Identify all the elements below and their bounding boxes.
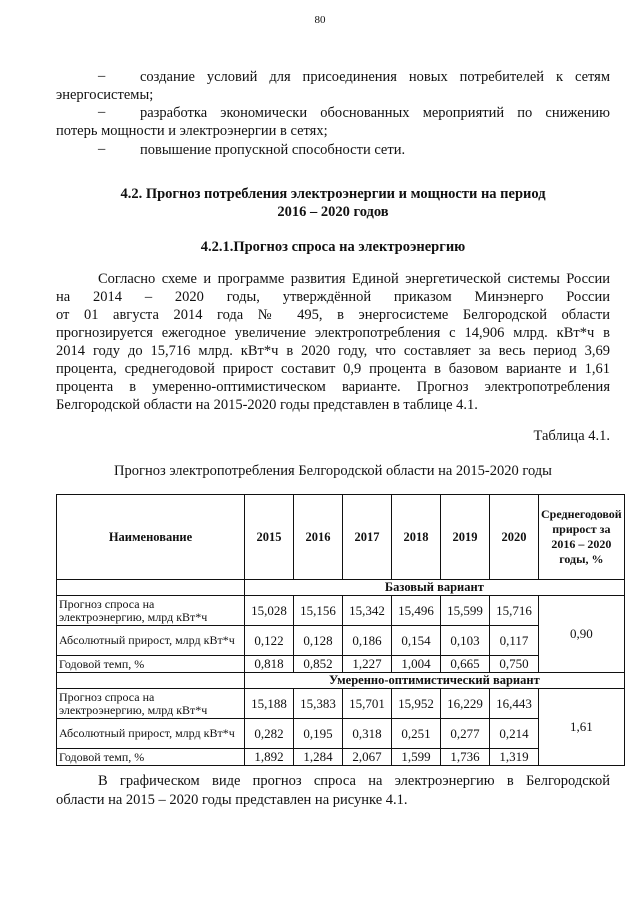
row-label: Абсолютный прирост, млрд кВт*ч bbox=[57, 719, 245, 749]
table-header-row bbox=[57, 495, 625, 580]
cell-value: 0,251 bbox=[392, 719, 441, 749]
variant-title: Умеренно-оптимистический вариант bbox=[245, 673, 625, 689]
cell-value: 2,067 bbox=[343, 749, 392, 766]
cell-value: 15,342 bbox=[343, 596, 392, 626]
paragraph-line: прогнозируется ежегодное увеличение электропотребления с 14,906 млрд. кВт*ч в bbox=[56, 325, 610, 341]
empty-cell bbox=[57, 673, 245, 689]
cell-value: 1,319 bbox=[490, 749, 539, 766]
cell-value: 1,004 bbox=[392, 656, 441, 673]
cell-value: 0,154 bbox=[392, 626, 441, 656]
cell-value: 15,188 bbox=[245, 689, 294, 719]
header-year: 2017 bbox=[343, 495, 392, 580]
bullet-text-continuation: потерь мощности и электроэнергии в сетях; bbox=[56, 123, 328, 139]
row-label: Абсолютный прирост, млрд кВт*ч bbox=[57, 626, 245, 656]
variant-row bbox=[57, 673, 625, 689]
cell-value: 0,852 bbox=[294, 656, 343, 673]
row-label: Прогноз спроса на электроэнергию, млрд кВт*ч bbox=[57, 596, 245, 626]
header-year: 2018 bbox=[392, 495, 441, 580]
avg-growth-value: 1,61 bbox=[539, 689, 625, 766]
cell-value: 1,227 bbox=[343, 656, 392, 673]
empty-cell bbox=[57, 580, 245, 596]
variant-row bbox=[57, 580, 625, 596]
header-name: Наименование bbox=[57, 495, 245, 580]
paragraph-line: процента, среднегодовой прирост составит 0,9 процента в базовом варианте и 1,61 bbox=[56, 361, 610, 377]
cell-value: 0,117 bbox=[490, 626, 539, 656]
cell-value: 15,496 bbox=[392, 596, 441, 626]
cell-value: 0,195 bbox=[294, 719, 343, 749]
cell-value: 15,952 bbox=[392, 689, 441, 719]
cell-value: 15,701 bbox=[343, 689, 392, 719]
section-heading-line2: 2016 – 2020 годов bbox=[277, 204, 389, 220]
paragraph-line: 2014 году до 15,716 млрд. кВт*ч в 2020 году, что составляет за весь период 3,69 bbox=[56, 343, 610, 359]
bullet-text: разработка экономически обоснованных мероприятий по снижению bbox=[140, 105, 610, 121]
table-row bbox=[57, 689, 625, 719]
bullet-dash: – bbox=[98, 68, 106, 84]
paragraph-line: на 2014 – 2020 годы, утверждённой приказом Минэнерго России bbox=[56, 289, 610, 305]
table-label: Таблица 4.1. bbox=[533, 428, 610, 444]
variant-title: Базовый вариант bbox=[245, 580, 625, 596]
cell-value: 0,818 bbox=[245, 656, 294, 673]
header-year: 2019 bbox=[441, 495, 490, 580]
cell-value: 0,214 bbox=[490, 719, 539, 749]
cell-value: 1,284 bbox=[294, 749, 343, 766]
cell-value: 16,229 bbox=[441, 689, 490, 719]
closing-line: области на 2015 – 2020 годы представлен на рисунке 4.1. bbox=[56, 792, 408, 808]
cell-value: 0,282 bbox=[245, 719, 294, 749]
cell-value: 0,750 bbox=[490, 656, 539, 673]
cell-value: 16,443 bbox=[490, 689, 539, 719]
header-year: 2015 bbox=[245, 495, 294, 580]
cell-value: 1,892 bbox=[245, 749, 294, 766]
row-label: Годовой темп, % bbox=[57, 656, 245, 673]
cell-value: 0,103 bbox=[441, 626, 490, 656]
cell-value: 15,716 bbox=[490, 596, 539, 626]
header-year: 2016 bbox=[294, 495, 343, 580]
header-year: 2020 bbox=[490, 495, 539, 580]
table-row bbox=[57, 596, 625, 626]
row-label: Прогноз спроса на электроэнергию, млрд кВт*ч bbox=[57, 689, 245, 719]
cell-value: 0,128 bbox=[294, 626, 343, 656]
page-number: 80 bbox=[314, 14, 326, 26]
paragraph-line: процента в умеренно-оптимистическом варианте. Прогноз электропотребления bbox=[56, 379, 610, 395]
cell-value: 15,599 bbox=[441, 596, 490, 626]
cell-value: 0,277 bbox=[441, 719, 490, 749]
header-avg-growth: Среднегодовой прирост за 2016 – 2020 годы, % bbox=[539, 495, 625, 580]
paragraph-line: Согласно схеме и программе развития Единой энергетической системы России bbox=[98, 271, 610, 287]
bullet-text: повышение пропускной способности сети. bbox=[140, 142, 406, 158]
subsection-heading: 4.2.1.Прогноз спроса на электроэнергию bbox=[200, 239, 466, 255]
cell-value: 0,665 bbox=[441, 656, 490, 673]
cell-value: 1,736 bbox=[441, 749, 490, 766]
cell-value: 0,318 bbox=[343, 719, 392, 749]
bullet-dash: – bbox=[98, 104, 106, 120]
cell-value: 15,383 bbox=[294, 689, 343, 719]
paragraph-line: от 01 августа 2014 года № 495, в энергосистеме Белгородской области bbox=[56, 307, 610, 323]
cell-value: 15,028 bbox=[245, 596, 294, 626]
bullet-text-continuation: энергосистемы; bbox=[56, 87, 154, 103]
closing-line: В графическом виде прогноз спроса на электроэнергию в Белгородской bbox=[98, 773, 610, 789]
paragraph-line: Белгородской области на 2015-2020 годы представлен в таблице 4.1. bbox=[56, 397, 478, 413]
bullet-dash: – bbox=[98, 141, 106, 157]
cell-value: 1,599 bbox=[392, 749, 441, 766]
avg-growth-value: 0,90 bbox=[539, 596, 625, 673]
bullet-text: создание условий для присоединения новых потребителей к сетям bbox=[140, 69, 610, 85]
section-heading: 4.2. Прогноз потребления электроэнергии и мощности на период bbox=[120, 186, 546, 202]
cell-value: 15,156 bbox=[294, 596, 343, 626]
cell-value: 0,186 bbox=[343, 626, 392, 656]
row-label: Годовой темп, % bbox=[57, 749, 245, 766]
forecast-table bbox=[56, 494, 625, 766]
cell-value: 0,122 bbox=[245, 626, 294, 656]
table-title: Прогноз электропотребления Белгородской области на 2015-2020 годы bbox=[114, 463, 552, 479]
